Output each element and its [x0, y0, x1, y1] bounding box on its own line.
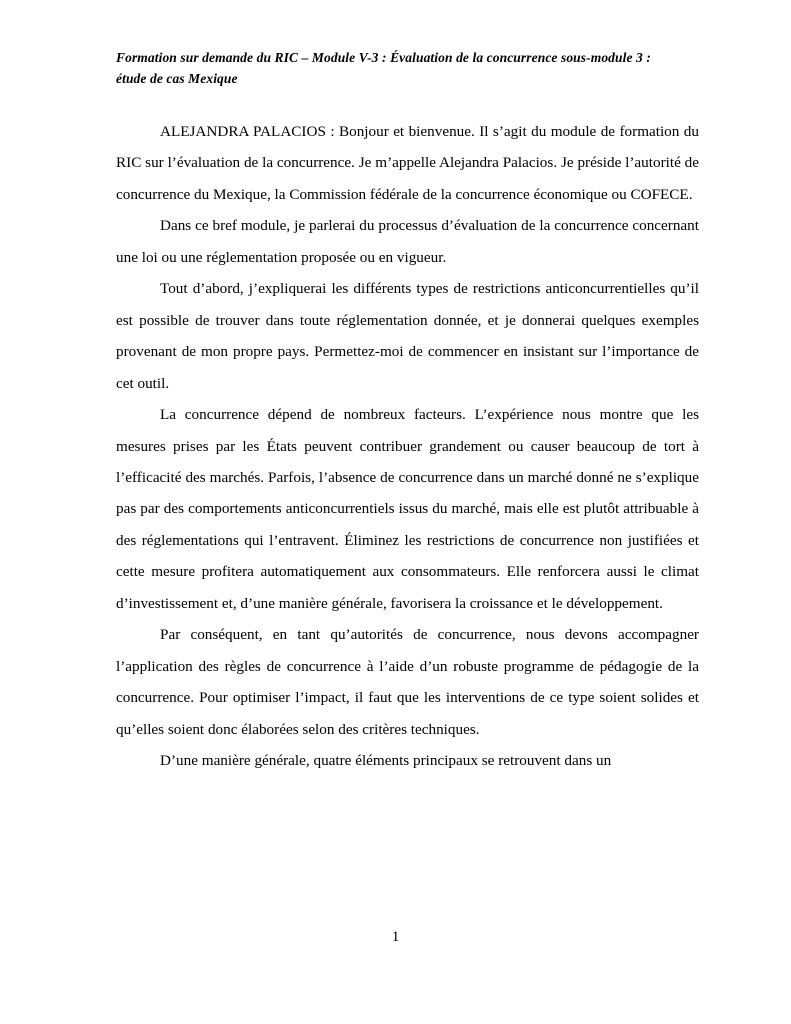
- document-header: Formation sur demande du RIC – Module V-3 : Évaluation de la concurrence sous-module 3 : étude de cas Mexique: [116, 50, 651, 86]
- paragraph: La concurrence dépend de nombreux facteurs. L’expérience nous montre que les mesures prises par les États peuvent contribuer grandement ou causer beaucoup de tort à l’efficacité des marchés. Parfois, l’absence de concurrence dans un marché donné ne s’explique pas par des comportements anticoncurrentiels issus du marché, mais elle est plutôt attribuable à des réglementations qui l’entravent. Éliminez les restrictions de concurrence non justifiées et cette mesure profitera automatiquement aux consommateurs. Elle renforcera aussi le climat d’investissement et, d’une manière générale, favorisera la croissance et le développement.: [116, 406, 699, 612]
- document-body: [116, 116, 699, 777]
- paragraph: Tout d’abord, j’expliquerai les différents types de restrictions anticoncurrentielles qu’il est possible de trouver dans toute réglementation donnée, et je donnerai quelques exemples provenant de mon propre pays. Permettez-moi de commencer en insistant sur l’importance de cet outil.: [116, 280, 699, 392]
- page-number: 1: [391, 928, 400, 945]
- paragraph: ALEJANDRA PALACIOS : Bonjour et bienvenue. Il s’agit du module de formation du RIC sur l’évaluation de la concurrence. Je m’appelle Alejandra Palacios. Je préside l’autorité de concurrence du Mexique, la Commission fédérale de la concurrence économique ou COFECE.: [116, 122, 699, 203]
- paragraph: Dans ce bref module, je parlerai du processus d’évaluation de la concurrence concernant une loi ou une réglementation proposée ou en vigueur.: [116, 217, 699, 266]
- paragraph: D’une manière générale, quatre éléments principaux se retrouvent dans un: [160, 752, 612, 770]
- paragraph: Par conséquent, en tant qu’autorités de concurrence, nous devons accompagner l’application des règles de concurrence à l’aide d’un robuste programme de pédagogie de la concurrence. Pour optimiser l’impact, il faut que les interventions de ce type soient solides et qu’elles soient donc élaborées selon des critères techniques.: [116, 626, 699, 738]
